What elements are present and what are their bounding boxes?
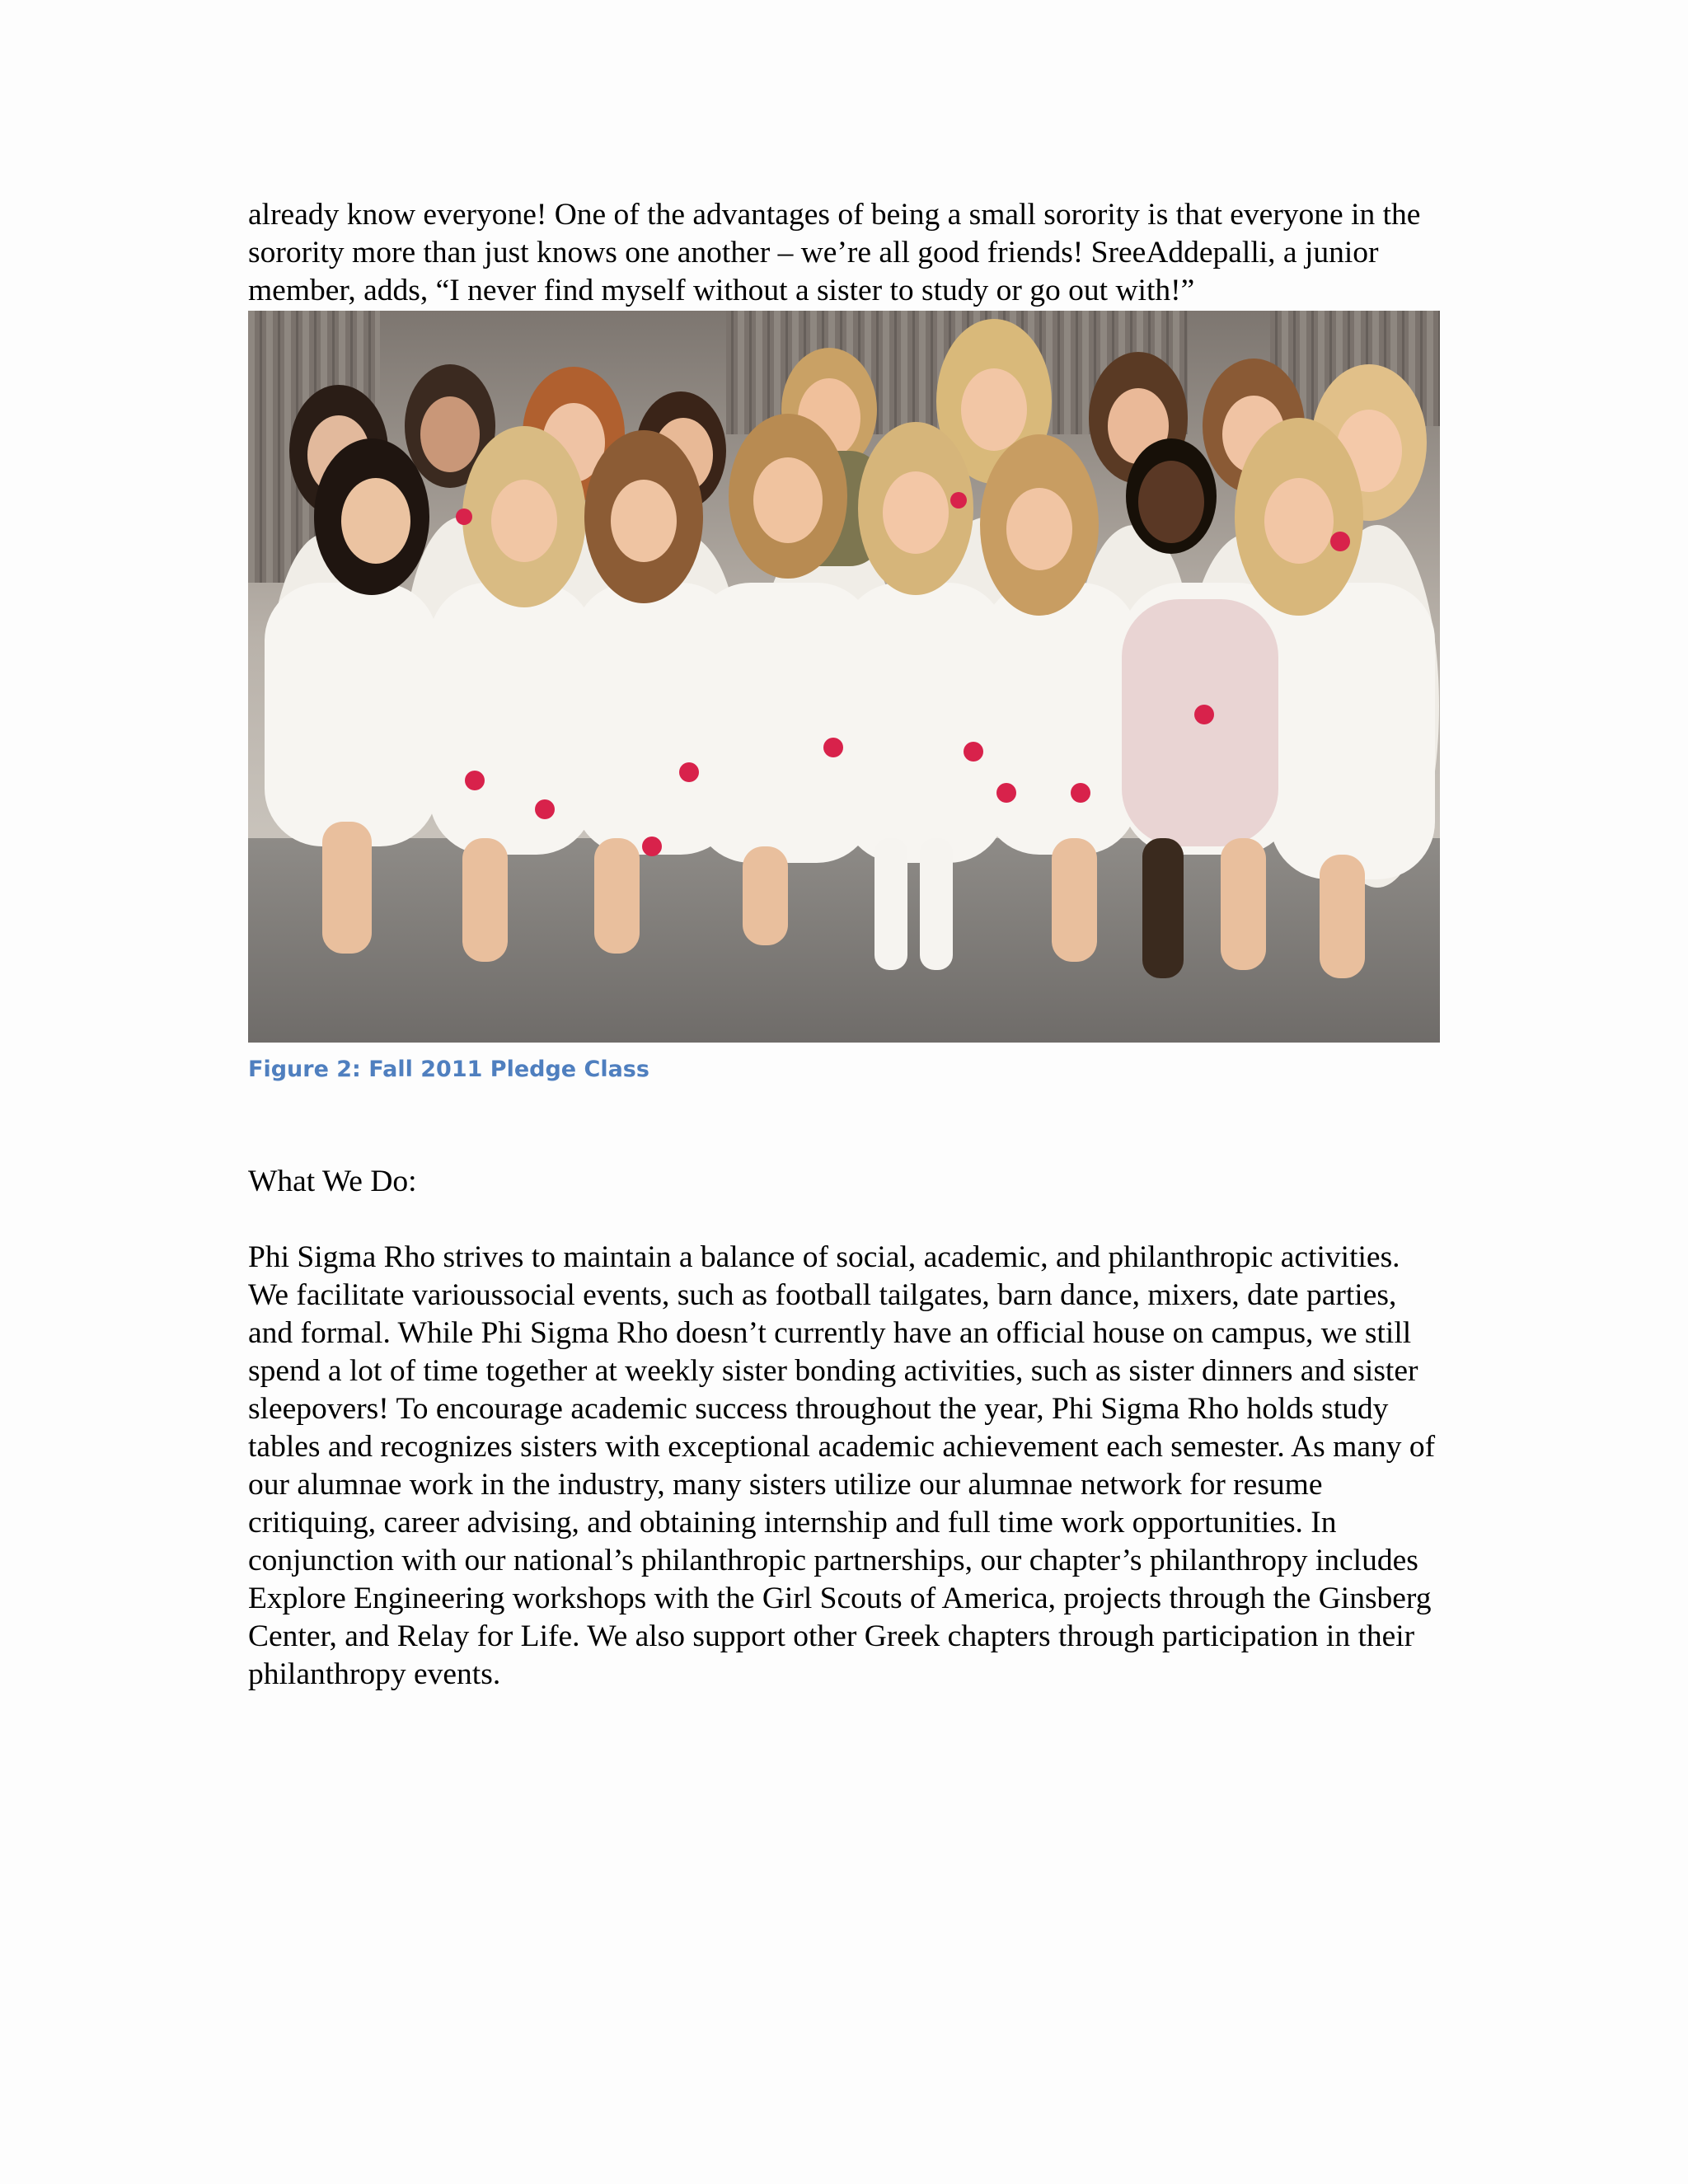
body-paragraph: Phi Sigma Rho strives to maintain a balance of social, academic, and philanthropic activities. We facilitate varioussocial events, such as football tailgates, barn dance, mixers, date parties, and formal. While Phi Sigma Rho doesn’t currently have an official house on campus, we still spend a lot of time together at weekly sister bonding activities, such as sister dinners and sister sleepovers! To encourage academic success throughout the year, Phi Sigma Rho holds study tables and recognizes sisters with exceptional academic achievement each semester. As many of our alumnae work in the industry, many sisters utilize our alumnae network for resume critiquing, career advising, and obtaining internship and full time work opportunities. In conjunction with our national’s philanthropic partnerships, our chapter’s philanthropy includes Explore Engineering workshops with the Girl Scouts of America, projects through the Ginsberg Center, and Relay for Life. We also support other Greek chapters through participation in their philanthropy events. — [248, 1240, 1436, 1691]
section-heading: What We Do: — [248, 1165, 417, 1198]
group-photo-illustration — [248, 311, 1440, 1043]
document-page — [248, 196, 1440, 1694]
group-photo — [248, 311, 1440, 1043]
figure-caption: Figure 2: Fall 2011 Pledge Class — [248, 1057, 649, 1082]
intro-paragraph: already know everyone! One of the advantages of being a small sorority is that everyone in the sorority more than just knows one another – we’re all good friends! SreeAddepalli, a junior member, adds, “I never find myself without a sister to study or go out with!” — [248, 198, 1421, 307]
